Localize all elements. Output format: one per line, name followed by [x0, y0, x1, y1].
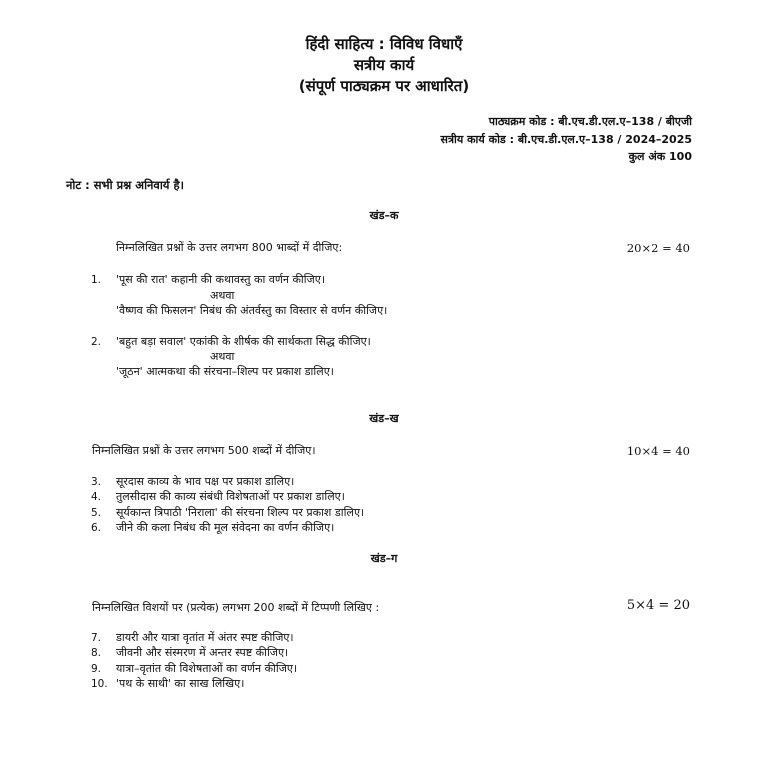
question-text: तुलसीदास की काव्य संबंधी विशेषताओं पर प्रकाश डालिए। — [116, 490, 345, 503]
document-title: हिंदी साहित्य : विविध विधाएँ — [305, 35, 463, 53]
section-marks: 10×4 = 40 — [626, 444, 690, 458]
note-text: नोट : सभी प्रश्न अनिवार्य है। — [66, 178, 184, 192]
section-heading: खंड–क — [369, 209, 399, 222]
question-number: 4. — [91, 491, 102, 503]
question-text: डायरी और यात्रा वृतांत में अंतर स्पष्ट कीजिए। — [116, 631, 294, 644]
section-marks: 5×4 = 20 — [626, 598, 690, 613]
assignment-code: सत्रीय कार्य कोड : बी.एच.डी.एल.ए–138 / 2024–2025 — [440, 133, 692, 146]
question-text: 'बहुत बड़ा सवाल' एकांकी के शीर्षक की सार्थकता सिद्ध कीजिए। — [116, 335, 371, 348]
question-text: 'पूस की रात' कहानी की कथावस्तु का वर्णन कीजिए। — [116, 273, 326, 286]
question-number: 1. — [91, 274, 102, 286]
question-number: 8. — [91, 647, 102, 659]
question-text: 'जूठन' आत्मकथा की संरचना–शिल्प पर प्रकाश डालिए। — [116, 365, 334, 378]
section-heading: खंड–ग — [370, 552, 398, 565]
section-instruction: निम्नलिखित विशयों पर (प्रत्येक) लगभग 200 शब्दों में टिप्पणी लिखिए : — [92, 601, 380, 614]
total-marks: कुल अंक 100 — [628, 150, 692, 163]
question-text: जीवनी और संस्मरण में अन्तर स्पष्ट कीजिए। — [116, 646, 289, 659]
question-text: जीने की कला निबंध की मूल संवेदना का वर्णन कीजिए। — [116, 521, 335, 534]
section-heading: खंड–ख — [369, 412, 399, 425]
course-code: पाठ्यक्रम कोड : बी.एच.डी.एल.ए–138 / बीएजी — [488, 115, 692, 128]
document-subtitle: सत्रीय कार्य — [353, 56, 415, 74]
question-text: सूरदास काव्य के भाव पक्ष पर प्रकाश डालिए। — [116, 475, 295, 488]
question-number: 10. — [91, 678, 108, 690]
section-instruction: निम्नलिखित प्रश्नों के उत्तर लगभग 500 शब्दों में दीजिए। — [92, 444, 316, 457]
section-instruction: निम्नलिखित प्रश्नों के उत्तर लगभग 800 भाब्दों में दीजिए: — [116, 241, 343, 254]
question-number: 6. — [91, 522, 102, 534]
document-scope: (संपूर्ण पाठ्यक्रम पर आधारित) — [298, 77, 470, 95]
question-number: 9. — [91, 663, 102, 675]
question-text: 'पथ के साथी' का साख लिखिए। — [116, 677, 245, 690]
question-number: 2. — [91, 336, 102, 348]
or-separator: अथवा — [210, 289, 235, 302]
question-number: 3. — [91, 476, 102, 488]
question-text: 'वैष्णव की फिसलन' निबंध की अंतर्वस्तु का विस्तार से वर्णन कीजिए। — [116, 304, 388, 317]
or-separator: अथवा — [210, 350, 235, 363]
question-number: 7. — [91, 632, 102, 644]
section-marks: 20×2 = 40 — [626, 241, 690, 255]
question-text: यात्रा–वृतांत की विशेषताओं का वर्णन कीजिए। — [116, 662, 298, 675]
question-text: सूर्यकान्त त्रिपाठी 'निराला' की संरचना शिल्प पर प्रकाश डालिए। — [116, 506, 365, 519]
question-number: 5. — [91, 507, 102, 519]
